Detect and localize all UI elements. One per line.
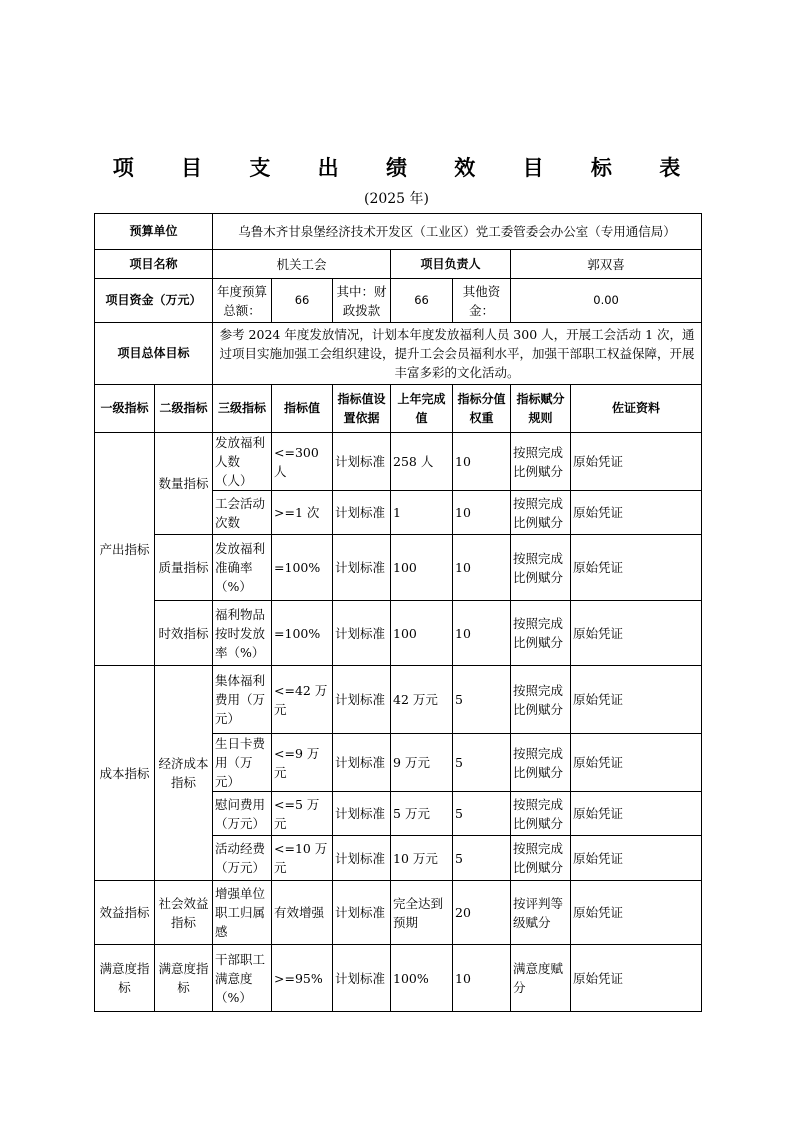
fiscal-value: 66 — [391, 279, 453, 323]
column-header: 指标分值权重 — [453, 385, 511, 433]
indicator-name: 集体福利费用（万元） — [213, 666, 272, 734]
last-year-value: 100% — [391, 945, 453, 1012]
indicator-basis: 计划标准 — [333, 433, 391, 491]
indicator-value: =100% — [272, 535, 333, 601]
indicator-weight: 20 — [453, 881, 511, 945]
performance-table — [94, 213, 702, 1012]
name-value: 机关工会 — [213, 250, 391, 279]
total-value: 66 — [272, 279, 333, 323]
indicator-name: 福利物品按时发放率（%） — [213, 601, 272, 666]
column-header: 三级指标 — [213, 385, 272, 433]
indicator-name: 慰问费用（万元） — [213, 792, 272, 836]
table-row — [95, 881, 702, 945]
indicator-weight: 10 — [453, 945, 511, 1012]
unit-label: 预算单位 — [95, 214, 213, 250]
last-year-value: 完全达到预期 — [391, 881, 453, 945]
column-header: 指标值 — [272, 385, 333, 433]
scoring-rule: 按照完成比例赋分 — [511, 601, 571, 666]
scoring-rule: 按照完成比例赋分 — [511, 491, 571, 535]
indicator-name: 发放福利人数（人） — [213, 433, 272, 491]
last-year-value: 100 — [391, 535, 453, 601]
indicator-basis: 计划标准 — [333, 792, 391, 836]
level1-indicator: 满意度指标 — [95, 945, 155, 1012]
unit-row — [95, 214, 702, 250]
fund-row — [95, 279, 702, 323]
other-value: 0.00 — [511, 279, 702, 323]
evidence: 原始凭证 — [571, 535, 702, 601]
scoring-rule: 按照完成比例赋分 — [511, 836, 571, 881]
last-year-value: 1 — [391, 491, 453, 535]
last-year-value: 42 万元 — [391, 666, 453, 734]
table-row — [95, 945, 702, 1012]
evidence: 原始凭证 — [571, 945, 702, 1012]
indicator-basis: 计划标准 — [333, 601, 391, 666]
goal-label: 项目总体目标 — [95, 323, 213, 385]
fund-label: 项目资金（万元） — [95, 279, 213, 323]
scoring-rule: 按照完成比例赋分 — [511, 792, 571, 836]
indicator-basis: 计划标准 — [333, 666, 391, 734]
scoring-rule: 按照完成比例赋分 — [511, 433, 571, 491]
table-row — [95, 535, 702, 601]
evidence: 原始凭证 — [571, 666, 702, 734]
table-row — [95, 601, 702, 666]
last-year-value: 9 万元 — [391, 734, 453, 792]
column-header: 指标赋分规则 — [511, 385, 571, 433]
table-row — [95, 666, 702, 734]
indicator-value: <=42 万元 — [272, 666, 333, 734]
indicator-value: >=1 次 — [272, 491, 333, 535]
indicator-weight: 10 — [453, 601, 511, 666]
indicator-name: 发放福利准确率（%） — [213, 535, 272, 601]
last-year-value: 5 万元 — [391, 792, 453, 836]
indicator-basis: 计划标准 — [333, 881, 391, 945]
indicator-weight: 5 — [453, 734, 511, 792]
column-header: 指标值设置依据 — [333, 385, 391, 433]
indicator-basis: 计划标准 — [333, 836, 391, 881]
fiscal-label: 其中：财政拨款 — [333, 279, 391, 323]
indicator-basis: 计划标准 — [333, 734, 391, 792]
last-year-value: 258 人 — [391, 433, 453, 491]
level1-indicator: 效益指标 — [95, 881, 155, 945]
evidence: 原始凭证 — [571, 836, 702, 881]
indicator-weight: 10 — [453, 433, 511, 491]
evidence: 原始凭证 — [571, 734, 702, 792]
indicator-value: >=95% — [272, 945, 333, 1012]
level1-indicator: 成本指标 — [95, 666, 155, 881]
owner-value: 郭双喜 — [511, 250, 702, 279]
column-header: 二级指标 — [155, 385, 213, 433]
last-year-value: 100 — [391, 601, 453, 666]
indicator-basis: 计划标准 — [333, 491, 391, 535]
indicator-name: 增强单位职工归属感 — [213, 881, 272, 945]
column-header: 一级指标 — [95, 385, 155, 433]
indicator-weight: 5 — [453, 836, 511, 881]
unit-value: 乌鲁木齐甘泉堡经济技术开发区（工业区）党工委管委会办公室（专用通信局） — [213, 214, 702, 250]
indicator-weight: 10 — [453, 491, 511, 535]
scoring-rule: 按评判等级赋分 — [511, 881, 571, 945]
indicator-name: 工会活动次数 — [213, 491, 272, 535]
indicator-basis: 计划标准 — [333, 945, 391, 1012]
goal-value: 参考 2024 年度发放情况，计划本年度发放福利人员 300 人，开展工会活动 1 次，通过项目实施加强工会组织建设，提升工会会员福利水平，加强干部职工权益保障，开展丰富多彩的文化活动。 — [213, 323, 702, 385]
indicator-value: =100% — [272, 601, 333, 666]
level2-indicator: 社会效益指标 — [155, 881, 213, 945]
level2-indicator: 质量指标 — [155, 535, 213, 601]
indicator-weight: 5 — [453, 792, 511, 836]
name-label: 项目名称 — [95, 250, 213, 279]
indicator-value: <=300 人 — [272, 433, 333, 491]
project-name-row — [95, 250, 702, 279]
column-header: 上年完成值 — [391, 385, 453, 433]
column-header: 佐证资料 — [571, 385, 702, 433]
indicator-value: 有效增强 — [272, 881, 333, 945]
indicator-basis: 计划标准 — [333, 535, 391, 601]
evidence: 原始凭证 — [571, 491, 702, 535]
evidence: 原始凭证 — [571, 433, 702, 491]
table-row — [95, 433, 702, 491]
scoring-rule: 按照完成比例赋分 — [511, 734, 571, 792]
level1-indicator: 产出指标 — [95, 433, 155, 666]
scoring-rule: 按照完成比例赋分 — [511, 666, 571, 734]
indicator-weight: 10 — [453, 535, 511, 601]
indicator-value: <=10 万元 — [272, 836, 333, 881]
total-label: 年度预算总额： — [213, 279, 272, 323]
evidence: 原始凭证 — [571, 792, 702, 836]
level2-indicator: 满意度指标 — [155, 945, 213, 1012]
indicator-name: 干部职工满意度（%） — [213, 945, 272, 1012]
scoring-rule: 按照完成比例赋分 — [511, 535, 571, 601]
indicator-value: <=9 万元 — [272, 734, 333, 792]
last-year-value: 10 万元 — [391, 836, 453, 881]
other-label: 其他资金： — [453, 279, 511, 323]
owner-label: 项目负责人 — [391, 250, 511, 279]
goal-row — [95, 323, 702, 385]
column-header-row — [95, 385, 702, 433]
level2-indicator: 时效指标 — [155, 601, 213, 666]
evidence: 原始凭证 — [571, 601, 702, 666]
indicator-weight: 5 — [453, 666, 511, 734]
scoring-rule: 满意度赋分 — [511, 945, 571, 1012]
level2-indicator: 数量指标 — [155, 433, 213, 535]
indicator-name: 活动经费（万元） — [213, 836, 272, 881]
indicator-name: 生日卡费用（万元） — [213, 734, 272, 792]
year-subtitle: (2025 年) — [363, 191, 429, 207]
indicator-value: <=5 万元 — [272, 792, 333, 836]
evidence: 原始凭证 — [571, 881, 702, 945]
page-title: 项 目 支 出 绩 效 目 标 表 — [112, 155, 701, 180]
level2-indicator: 经济成本指标 — [155, 666, 213, 881]
